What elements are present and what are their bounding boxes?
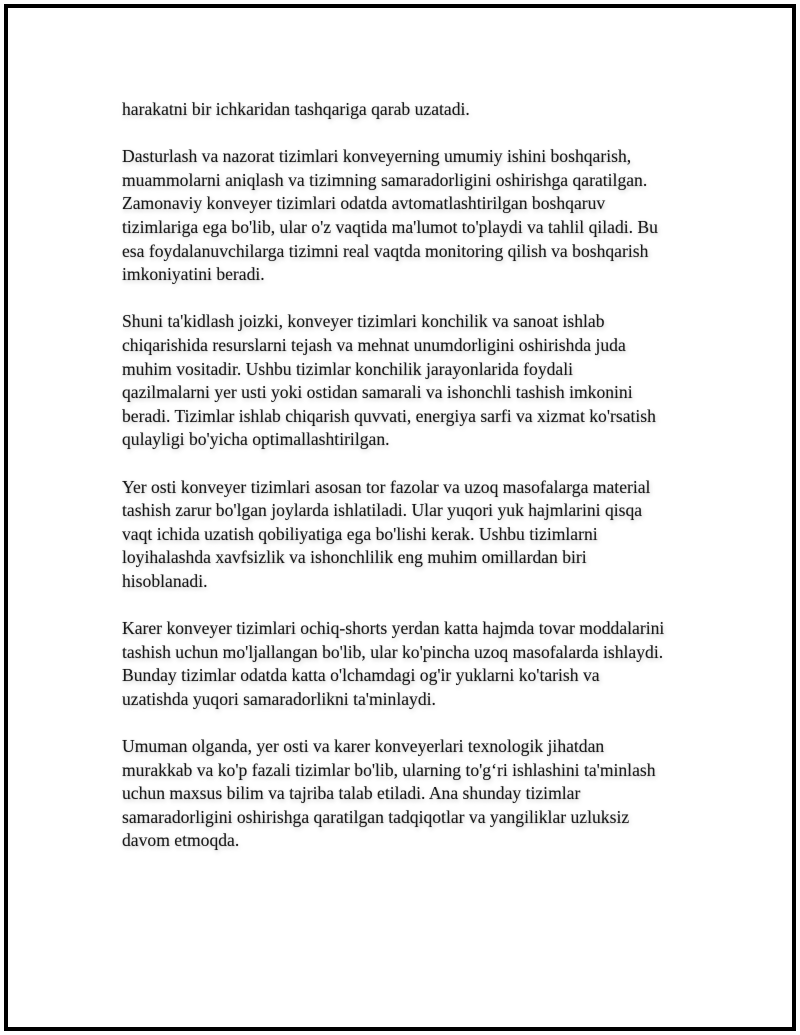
text-line: harakatni bir ichkaridan tashqariga qarab uzatadi.	[122, 99, 470, 119]
page-frame	[4, 4, 796, 1031]
text-line: hisoblanadi.	[122, 570, 208, 591]
text-line: beradi. Tizimlar ishlab chiqarish quvvati, energiya sarfi va xizmat ko'rsatish	[122, 405, 656, 426]
text-line: imkoniyatini beradi.	[122, 264, 265, 285]
text-line: tashish uchun mo'ljallangan bo'lib, ular ko'pincha uzoq masofalarda ishlaydi.	[122, 641, 664, 662]
paragraph-4	[122, 476, 712, 594]
text-line: uzatishda yuqori samaradorlikni ta'minlaydi.	[122, 688, 436, 709]
text-line: loyihalashda xavfsizlik va ishonchlilik eng muhim omillardan biri	[122, 547, 587, 568]
text-line: muammolarni aniqlash va tizimning samaradorligini oshirishga qaratilgan.	[122, 169, 648, 190]
text-line: chiqarishida resurslarni tejash va mehnat unumdorligini oshirishda juda	[122, 334, 626, 355]
paragraph-2	[122, 145, 712, 287]
text-line: Shuni ta'kidlash joizki, konveyer tizimlari konchilik va sanoat ishlab	[122, 311, 605, 332]
text-line: murakkab va ko'p fazali tizimlar bo'lib, ularning to'g‘ri ishlashini ta'minlash	[122, 759, 656, 780]
paragraph-5	[122, 617, 712, 711]
text-line: samaradorligini oshirishga qaratilgan tadqiqotlar va yangiliklar uzluksiz	[122, 806, 630, 827]
text-line: Zamonaviy konveyer tizimlari odatda avtomatlashtirilgan boshqaruv	[122, 193, 606, 214]
text-line: qazilmalarni yer usti yoki ostidan samarali va ishonchli tashish imkonini	[122, 382, 633, 403]
text-line: Karer konveyer tizimlari ochiq-shorts yerdan katta hajmda tovar moddalarini	[122, 618, 665, 639]
text-line: esa foydalanuvchilarga tizimni real vaqtda monitoring qilish va boshqarish	[122, 240, 649, 261]
text-line: uchun maxsus bilim va tajriba talab etiladi. Ana shunday tizimlar	[122, 783, 581, 804]
paragraph-1	[122, 98, 712, 122]
text-line: Bunday tizimlar odatda katta o'lchamdagi og'ir yuklarni ko'tarish va	[122, 665, 600, 686]
text-line: Umuman olganda, yer osti va karer konveyerlari texnologik jihatdan	[122, 736, 605, 757]
text-line: qulayligi bo'yicha optimallashtirilgan.	[122, 429, 390, 450]
text-line: tizimlariga ega bo'lib, ular o'z vaqtida ma'lumot to'playdi va tahlil qiladi. Bu	[122, 216, 658, 237]
paragraph-6	[122, 735, 712, 853]
text-line: Yer osti konveyer tizimlari asosan tor fazolar va uzoq masofalarga material	[122, 476, 651, 497]
document-body	[122, 98, 712, 877]
text-line: tashish zarur bo'lgan joylarda ishlatiladi. Ular yuqori yuk hajmlarini qisqa	[122, 500, 643, 521]
paragraph-3	[122, 310, 712, 452]
text-line: vaqt ichida uzatish qobiliyatiga ega bo'lishi kerak. Ushbu tizimlarni	[122, 523, 598, 544]
text-line: muhim vositadir. Ushbu tizimlar konchilik jarayonlarida foydali	[122, 358, 573, 379]
text-line: Dasturlash va nazorat tizimlari konveyerning umumiy ishini boshqarish,	[122, 146, 632, 167]
text-line: davom etmoqda.	[122, 830, 240, 851]
